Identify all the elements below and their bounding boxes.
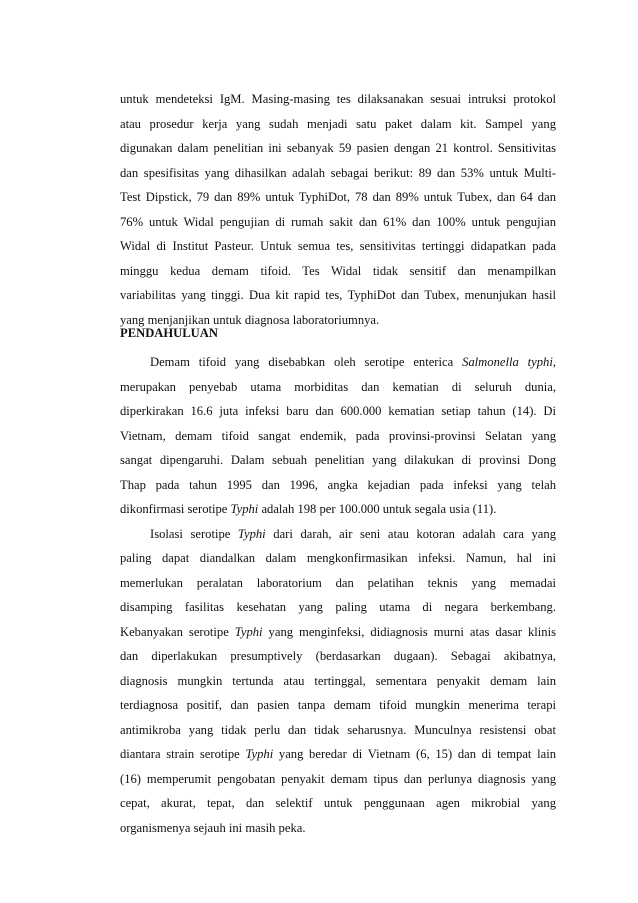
text-line [120, 497, 556, 522]
text-line: Thap pada tahun 1995 dan 1996, angka kejadian pada infeksi yang telah [120, 477, 556, 492]
text-line: dan diperlakukan presumptively (berdasarkan dugaan). Sebagai akibatnya, [120, 649, 556, 663]
italic-serotype-name: Typhi [237, 526, 266, 541]
text-line: variabilitas yang tinggi. Dua kit rapid tes, TyphiDot dan Tubex, menunjukan hasil [120, 288, 556, 302]
text-line: diperkirakan 16.6 juta infeksi baru dan 600.000 kematian setiap tahun (14). Di [120, 404, 556, 418]
text-line: merupakan penyebab utama morbiditas dan kematian di seluruh dunia, [120, 379, 556, 394]
text-line [120, 620, 556, 645]
italic-serotype-name: Typhi [230, 502, 259, 516]
text-span: yang menginfeksi, didiagnosis murni atas dasar klinis [262, 624, 556, 639]
text-span: Kebanyakan serotipe [120, 624, 235, 639]
italic-species-name: Salmonella typhi [462, 355, 553, 369]
text-line: paling dapat diandalkan dalam mengkonfirmasikan infeksi. Namun, hal ini [120, 551, 556, 565]
text-line: terdiagnosa positif, dan pasien tanpa demam tifoid mungkin menerima terapi [120, 698, 556, 712]
text-span: diantara strain serotipe [120, 747, 246, 761]
text-span: yang beredar di Vietnam (6, 15) dan di tempat lain [273, 747, 556, 761]
text-span: , [552, 355, 556, 369]
text-line: untuk mendeteksi IgM. Masing-masing tes dilaksanakan sesuai intruksi protokol [120, 92, 556, 106]
italic-serotype-name: Typhi [245, 747, 274, 761]
section-heading: PENDAHULUAN [120, 326, 218, 340]
text-line: Test Dipstick, 79 dan 89% untuk TyphiDot, 78 dan 89% untuk Tubex, dan 64 dan [120, 190, 556, 204]
text-span: Isolasi serotipe [150, 526, 238, 541]
text-line: disamping fasilitas kesehatan yang paling utama di negara berkembang. [120, 600, 556, 614]
text-line: cepat, akurat, tepat, dan selektif untuk penggunaan agen mikrobial yang [120, 796, 556, 810]
text-line: dan spesifisitas yang dihasilkan adalah sebagai berikut: 89 dan 53% untuk Multi- [120, 165, 556, 180]
text-line: memerlukan peralatan laboratorium dan pelatihan teknis yang memadai [120, 575, 556, 590]
text-span: dari darah, air seni atau kotoran adalah cara yang [265, 526, 556, 541]
introduction-paragraph-2 [120, 522, 556, 841]
text-line: minggu kedua demam tifoid. Tes Widal tidak sensitif dan menampilkan [120, 263, 556, 278]
text-span: Demam tifoid yang disebabkan oleh serotipe enterica [150, 355, 463, 369]
text-line: digunakan dalam penelitian ini sebanyak 59 pasien dengan 21 kontrol. Sensitivitas [120, 141, 556, 155]
text-line: yang menjanjikan untuk diagnosa laboratoriumnya. [120, 312, 380, 327]
introduction-paragraph-1 [120, 350, 556, 522]
text-line: 76% untuk Widal pengujian di rumah sakit dan 61% dan 100% untuk pengujian [120, 214, 556, 229]
italic-serotype-name: Typhi [234, 624, 263, 639]
text-line: organismenya sejauh ini masih peka. [120, 820, 306, 835]
text-line [120, 350, 556, 375]
text-line [120, 522, 556, 547]
text-line: antimikroba yang tidak perlu dan tidak seharusnya. Munculnya resistensi obat [120, 722, 556, 737]
text-line: atau prosedur kerja yang sudah menjadi satu paket dalam kit. Sampel yang [120, 116, 556, 131]
text-line: (16) memperumit pengobatan penyakit demam tipus dan perlunya diagnosis yang [120, 771, 556, 786]
text-line: diagnosis mungkin tertunda atau tertinggal, sementara penyakit demam lain [120, 673, 556, 688]
text-line [120, 742, 556, 767]
text-span: adalah 198 per 100.000 untuk segala usia (11). [258, 502, 497, 516]
text-line: sangat dipengaruhi. Dalam sebuah penelitian yang dilakukan di provinsi Dong [120, 453, 556, 467]
text-span: dikonfirmasi serotipe [120, 502, 231, 516]
text-line: Widal di Institut Pasteur. Untuk semua tes, sensitivitas tertinggi didapatkan pada [120, 239, 556, 253]
text-line: Vietnam, demam tifoid sangat endemik, pada provinsi-provinsi Selatan yang [120, 428, 556, 443]
abstract-paragraph [120, 87, 556, 332]
